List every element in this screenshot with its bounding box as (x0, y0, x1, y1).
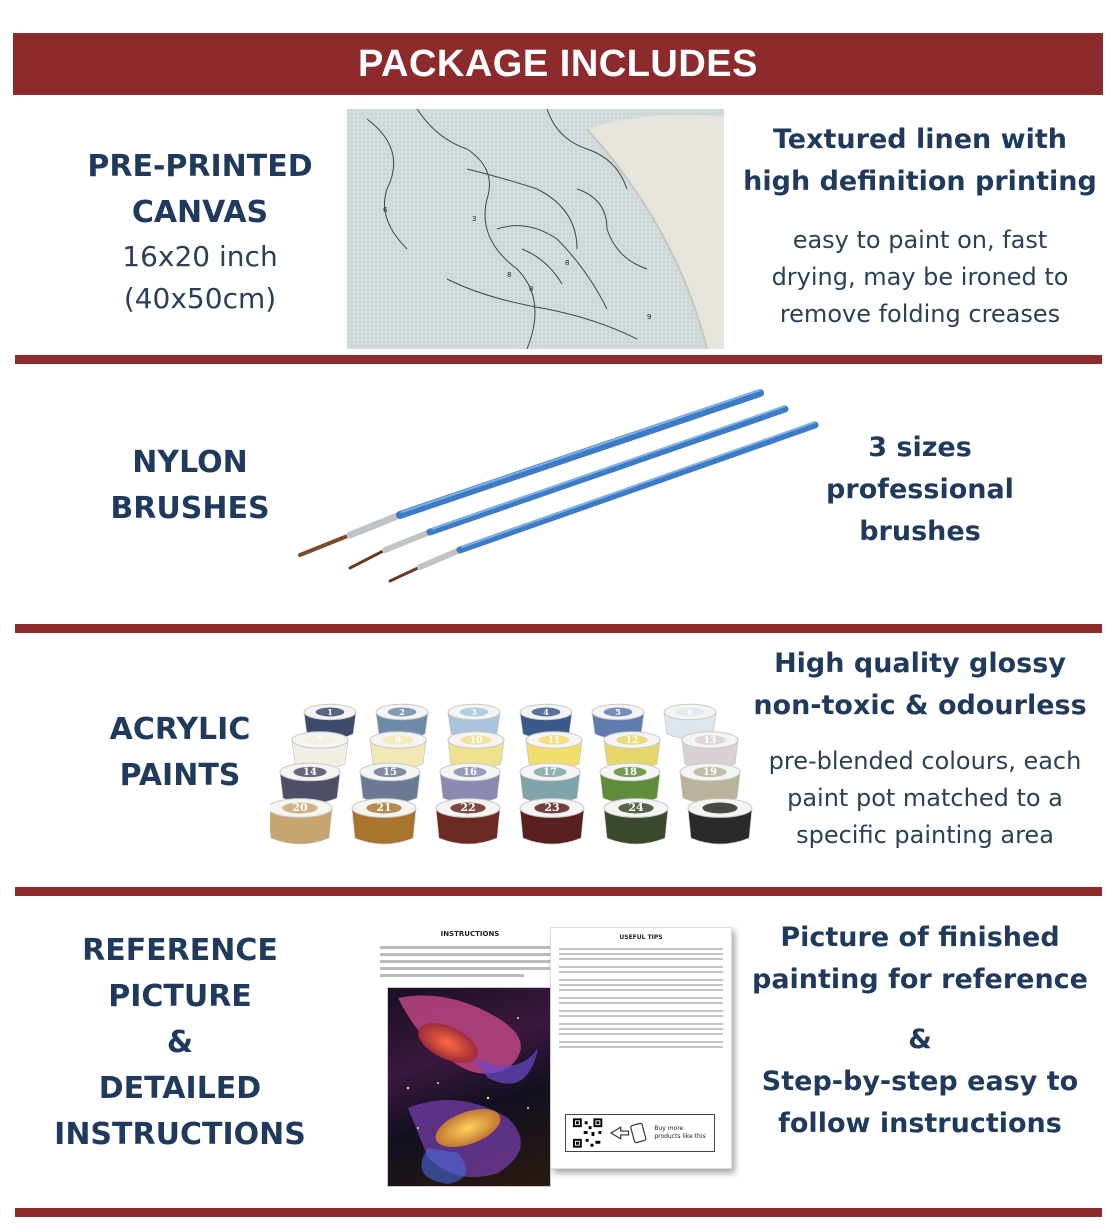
brushes-heading-line: NYLON (132, 445, 248, 480)
paint-pot (440, 763, 500, 803)
paint-pot-number: 12 (625, 736, 639, 746)
tips-title: USEFUL TIPS (619, 934, 663, 941)
instructions-image (360, 915, 740, 1185)
paints-feature-line: High quality glossy (774, 648, 1066, 679)
page-title: PACKAGE INCLUDES (13, 33, 1103, 95)
instructions-text-lines (370, 938, 570, 985)
paints-desc-line: specific painting area (796, 821, 1054, 849)
reference-feature-line: Picture of finished (780, 922, 1060, 953)
paint-pot-number: 24 (628, 801, 644, 814)
reference-feature-line: painting for reference (752, 964, 1088, 995)
paint-pot-number: 20 (292, 801, 308, 814)
canvas-number: 8 (507, 271, 512, 279)
paints-heading-line: ACRYLIC (109, 712, 251, 747)
canvas-heading-line: CANVAS (131, 195, 269, 230)
paint-pot (436, 799, 500, 844)
canvas-image (347, 109, 724, 349)
qr-box (565, 1114, 715, 1152)
paint-pot (352, 799, 416, 844)
brushes-feature-line: brushes (859, 516, 981, 547)
buy-more-label: Buy more products like this (654, 1125, 706, 1140)
paint-pot-number: 2 (399, 707, 405, 717)
reference-heading-line: DETAILED (98, 1071, 262, 1106)
reference-feature-line: follow instructions (778, 1108, 1062, 1139)
paint-pot-number: 10 (469, 736, 483, 746)
brushes-feature-title (760, 427, 1080, 553)
paint-pot-number: 9 (394, 736, 402, 746)
paint-pot-number: 23 (544, 801, 560, 814)
canvas-number: 6 (383, 206, 388, 214)
brushes-heading (60, 440, 320, 532)
section-divider (15, 624, 1102, 633)
paint-pot-number: 11 (547, 736, 561, 746)
section-divider (15, 355, 1102, 364)
paints-heading-line: PAINTS (119, 758, 241, 793)
paint-pot-number: 16 (463, 767, 477, 778)
qr-code-icon (572, 1117, 603, 1149)
canvas-size: 16x20 inch (122, 240, 278, 273)
canvas-image-graphic (347, 109, 724, 349)
paint-pot-number: 7 (316, 736, 324, 746)
brushes-graphic (290, 385, 830, 585)
paint-pot-number: 6 (687, 707, 693, 717)
paint-pot-number: 4 (543, 707, 549, 717)
paint-pot (604, 799, 668, 844)
canvas-desc-line: drying, may be ironed to (771, 263, 1069, 291)
paint-pots-graphic (270, 690, 760, 860)
paints-heading (60, 707, 300, 799)
paint-pot-number: 18 (623, 767, 637, 778)
paint-pot (520, 763, 580, 803)
canvas-desc-line: easy to paint on, fast (792, 226, 1048, 254)
canvas-feature-line: high definition printing (743, 166, 1097, 197)
canvas-number: 8 (565, 259, 570, 267)
reference-feature-title (740, 917, 1100, 1145)
paint-pot-number: 21 (376, 801, 392, 814)
paint-pot (280, 763, 340, 803)
tips-sheet (550, 927, 732, 1169)
paint-pot-number: 19 (703, 767, 717, 778)
paints-desc-line: paint pot matched to a (787, 784, 1063, 812)
paints-feature-title (740, 643, 1100, 727)
reference-photo (387, 987, 551, 1187)
brushes-feature-line: 3 sizes (868, 432, 972, 463)
paints-feature-line: non-toxic & odourless (753, 690, 1087, 721)
brushes-heading-line: BRUSHES (110, 491, 270, 526)
paint-pot (270, 799, 332, 844)
paint-pot-number: 22 (460, 801, 476, 814)
reference-heading (40, 928, 320, 1158)
paint-pot-number: 15 (383, 767, 397, 778)
reference-heading-line: REFERENCE (82, 933, 278, 968)
canvas-feature-desc (735, 222, 1105, 333)
paints-image (270, 690, 760, 860)
canvas-heading-line: PRE-PRINTED (87, 149, 313, 184)
canvas-number: 3 (472, 215, 477, 223)
canvas-feature-line: Textured linen with (772, 124, 1068, 155)
paints-feature-desc (740, 743, 1110, 854)
paint-pot (600, 763, 660, 803)
hand-pointer-icon (609, 1121, 648, 1145)
reference-feature-line: Step-by-step easy to (761, 1066, 1079, 1097)
canvas-feature-title (735, 119, 1105, 203)
section-divider (15, 887, 1102, 896)
reference-heading-line: INSTRUCTIONS (54, 1117, 306, 1152)
paint-pot (680, 763, 740, 803)
paint-pot-number: 17 (543, 767, 557, 778)
instructions-title: INSTRUCTIONS (440, 930, 500, 938)
paint-pot-number: 13 (703, 736, 717, 746)
canvas-heading (60, 144, 340, 320)
reference-feature-line: & (908, 1024, 932, 1055)
tips-text-lines (551, 941, 731, 1055)
fish-painting-graphic (388, 988, 550, 1186)
brushes-feature-line: professional (826, 474, 1014, 505)
canvas-desc-line: remove folding creases (779, 300, 1061, 328)
paint-pot-number: 3 (471, 707, 477, 717)
paints-desc-line: pre-blended colours, each (768, 747, 1082, 775)
paint-pot (520, 799, 584, 844)
reference-heading-line: PICTURE (108, 979, 252, 1014)
section-divider (15, 1208, 1102, 1217)
reference-heading-line: & (166, 1025, 194, 1060)
paint-pot-number: 14 (303, 767, 317, 778)
canvas-number: 9 (647, 313, 652, 321)
paint-pot-number: 1 (327, 707, 333, 717)
brushes-image (290, 385, 830, 585)
paint-pot (360, 763, 420, 803)
paint-pot-number: 5 (615, 707, 621, 717)
canvas-size-metric: (40x50cm) (123, 282, 277, 315)
canvas-number: 8 (529, 285, 534, 293)
